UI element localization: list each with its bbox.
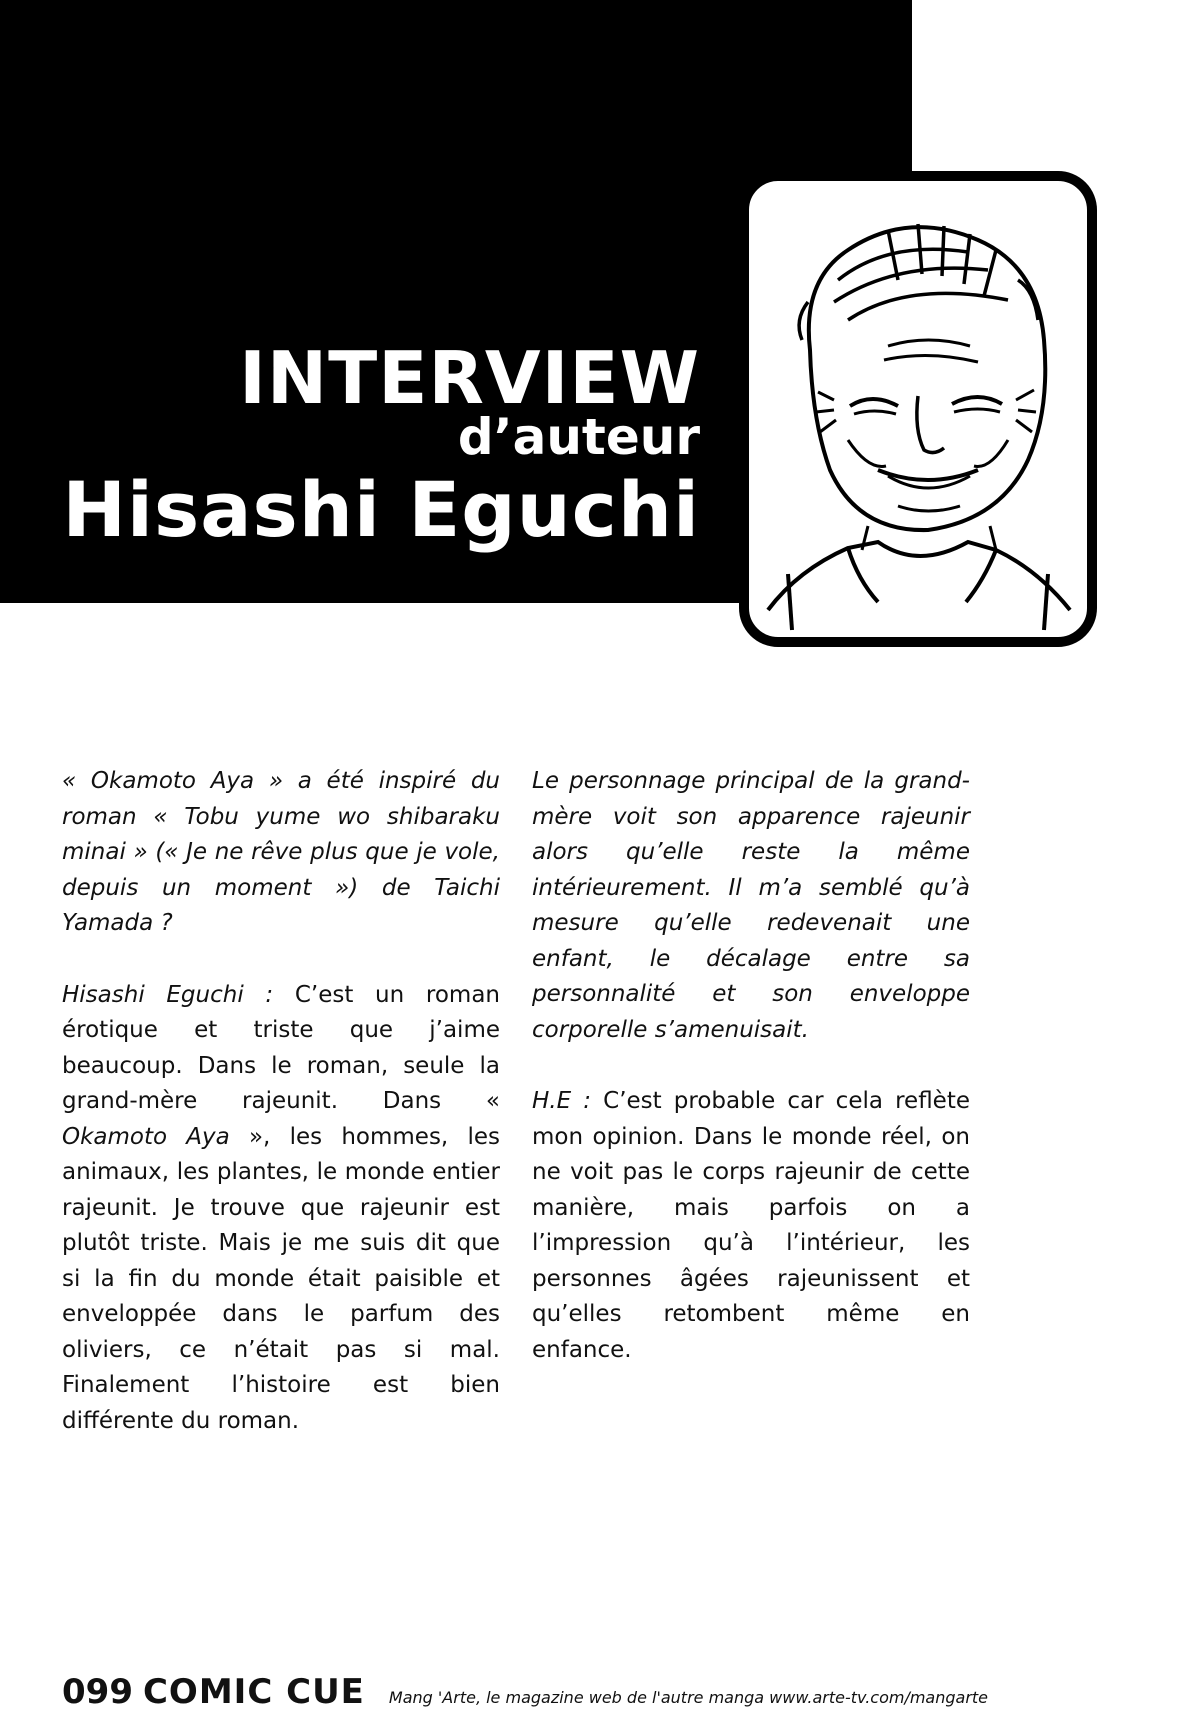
footer-tagline: Mang 'Arte, le magazine web de l'autre manga www.arte-tv.com/mangarte <box>388 1688 989 1707</box>
page-footer <box>62 1672 1192 1712</box>
left-column <box>62 764 500 1439</box>
title-subtitle: d’auteur <box>457 408 700 466</box>
title-interview: INTERVIEW <box>239 336 700 420</box>
title-author-name: Hisashi Eguchi <box>62 465 700 554</box>
page-number: 099 <box>62 1672 133 1712</box>
answer-1-text-part1: C’est un roman érotique et triste que j’aime beaucoup. Dans le roman, seule la grand-mère rajeunit. Dans « <box>62 981 500 1114</box>
author-portrait <box>738 170 1098 648</box>
magazine-name: COMIC CUE <box>142 1672 365 1712</box>
answer-1-speaker: Hisashi Eguchi : <box>62 981 274 1008</box>
question-2: Le personnage principal de la grand-mère voit son apparence rajeunir alors qu’elle reste la même intérieurement. Il m’a semblé qu’à mesure qu’elle redevenait une enfant, le décalage entre sa personnalité et son enveloppe corporelle s’amenuisait. <box>532 768 970 1043</box>
question-1: « Okamoto Aya » a été inspiré du roman « Tobu yume wo shibaraku minai » (« Je ne rêve plus que je vole, depuis un moment ») de Taichi Yamada ? <box>62 768 500 936</box>
answer-2 <box>532 1084 970 1368</box>
page-title <box>0 336 700 554</box>
answer-2-speaker: H.E : <box>532 1088 592 1114</box>
right-column <box>532 764 970 1368</box>
answer-1 <box>62 978 500 1440</box>
elderly-woman-portrait-icon <box>738 170 1098 648</box>
answer-2-text: C’est probable car cela reflète mon opinion. Dans le monde réel, on ne voit pas le corps rajeunir de cette manière, mais parfois on a l’impression qu’à l’intérieur, les personnes âgées rajeunissent et qu’elles retombent même en enfance. <box>532 1088 970 1363</box>
answer-1-work-title: Okamoto Aya <box>62 1123 230 1150</box>
answer-1-text-part2: », les hommes, les animaux, les plantes, le monde entier rajeunit. Je trouve que rajeunir est plutôt triste. Mais je me suis dit que si la fin du monde était paisible et enveloppée dans le parfum des oliviers, ce n’était pas si mal. Finalement l’histoire est bien différente du roman. <box>62 1123 500 1434</box>
